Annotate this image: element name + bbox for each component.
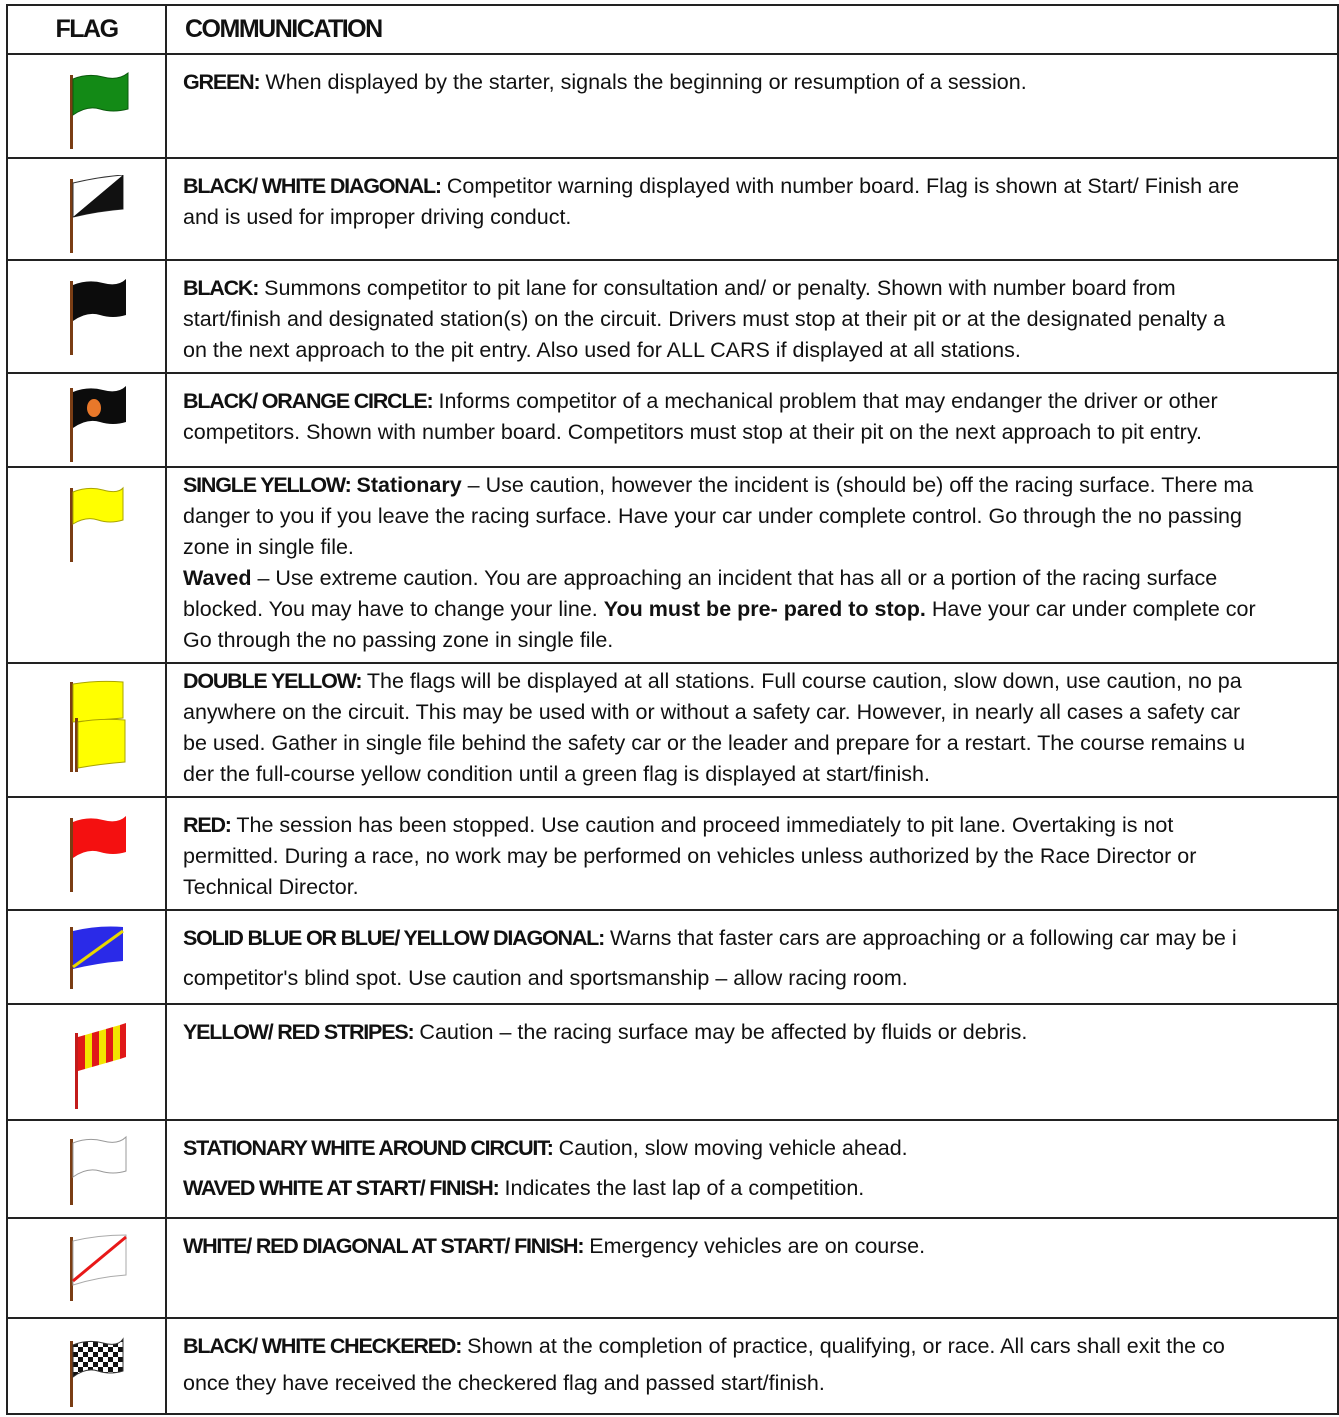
communication-cell: RED: The session has been stopped. Use caution and proceed immediately to pit lane. Overtaking is not permitted. During a race, no work may be performed on vehicles unless authorized by the Race Director or Technical Director. <box>166 797 1338 910</box>
communication-cell: BLACK/ WHITE DIAGONAL: Competitor warning displayed with number board. Flag is shown at Start/ Finish are and is used for improper driving conduct. <box>166 158 1338 260</box>
table-header-row <box>7 5 1338 54</box>
flag-cell <box>7 158 166 260</box>
flag-title: DOUBLE YELLOW: <box>183 669 362 693</box>
communication-column-header: COMMUNICATION <box>166 5 1338 54</box>
flag-cell <box>7 663 166 797</box>
flag-title: BLACK/ WHITE DIAGONAL: <box>183 174 441 198</box>
double-yellow-flag-icon <box>68 678 138 778</box>
black-flag-icon <box>68 277 138 357</box>
flag-title: SINGLE YELLOW: <box>183 473 351 497</box>
communication-cell: YELLOW/ RED STRIPES: Caution – the racing surface may be affected by fluids or debris. <box>166 1004 1338 1120</box>
communication-cell: WHITE/ RED DIAGONAL AT START/ FINISH: Emergency vehicles are on course. <box>166 1218 1338 1318</box>
flag-title: WAVED WHITE AT START/ FINISH: <box>183 1176 499 1200</box>
green-flag-icon <box>68 71 138 151</box>
flag-cell <box>7 1218 166 1318</box>
flag-title: GREEN: <box>183 70 260 94</box>
flag-title: BLACK/ WHITE CHECKERED: <box>183 1334 462 1358</box>
waved-label: Waved <box>183 566 252 590</box>
black-orange-circle-flag-icon <box>68 384 138 464</box>
flag-title: SOLID BLUE OR BLUE/ YELLOW DIAGONAL: <box>183 926 605 950</box>
flag-title: YELLOW/ RED STRIPES: <box>183 1020 414 1044</box>
table-row <box>7 373 1338 467</box>
blue-yellow-diagonal-flag-icon <box>68 923 138 1003</box>
white-red-diagonal-flag-icon <box>68 1233 138 1313</box>
flag-communication-table <box>6 4 1339 1415</box>
flag-cell <box>7 1120 166 1218</box>
yellow-red-stripes-flag-icon <box>68 1023 138 1113</box>
communication-cell: SOLID BLUE OR BLUE/ YELLOW DIAGONAL: Warns that faster cars are approaching or a following car may be i competitor's blind spot. Use caution and sportsmanship – allow racing room. <box>166 910 1338 1004</box>
flag-cell <box>7 54 166 158</box>
table-row <box>7 1218 1338 1318</box>
table-row <box>7 1120 1338 1218</box>
black-white-diagonal-flag-icon <box>68 175 138 255</box>
flag-title: RED: <box>183 813 231 837</box>
communication-cell: SINGLE YELLOW: Stationary – Use caution, however the incident is (should be) off the racing surface. There ma danger to you if you leave the racing surface. Have your car under complete control. Go through the no passing zone in single file. Waved – Use extreme caution. You are approaching an incident that has all or a portion of the racing surface blocked. You may have to change your line. You must be pre- pared to stop. Have your car under complete cor Go through the no passing zone in single file. <box>166 467 1338 663</box>
flag-title: WHITE/ RED DIAGONAL AT START/ FINISH: <box>183 1234 584 1258</box>
communication-cell: BLACK: Summons competitor to pit lane for consultation and/ or penalty. Shown with number board from start/finish and designated station(s) on the circuit. Drivers must stop at their pit or at the designated penalty a on the next approach to the pit entry. Also used for ALL CARS if displayed at all stations. <box>166 260 1338 373</box>
flag-cell <box>7 467 166 663</box>
flag-cell <box>7 1004 166 1120</box>
flag-title: BLACK/ ORANGE CIRCLE: <box>183 389 433 413</box>
communication-cell: DOUBLE YELLOW: The flags will be displayed at all stations. Full course caution, slow down, use caution, no pa anywhere on the circuit. This may be used with or without a safety car. However, in nearly all cases a safety car be used. Gather in single file behind the safety car or the leader and prepare for a restart. The course remains u der the full-course yellow condition until a green flag is displayed at start/finish. <box>166 663 1338 797</box>
table-row <box>7 54 1338 158</box>
single-yellow-flag-icon <box>68 484 138 564</box>
table-row <box>7 260 1338 373</box>
red-flag-icon <box>68 814 138 894</box>
table-row <box>7 1318 1338 1414</box>
flag-cell <box>7 260 166 373</box>
table-row <box>7 1004 1338 1120</box>
flag-cell <box>7 910 166 1004</box>
white-flag-icon <box>68 1133 138 1213</box>
flag-title: STATIONARY WHITE AROUND CIRCUIT: <box>183 1136 553 1160</box>
communication-cell: GREEN: When displayed by the starter, signals the beginning or resumption of a session. <box>166 54 1338 158</box>
table-row <box>7 663 1338 797</box>
table-row <box>7 158 1338 260</box>
checkered-flag-icon <box>68 1337 138 1417</box>
flag-table-sheet <box>6 4 1339 1415</box>
table-row <box>7 467 1338 663</box>
flag-cell <box>7 1318 166 1414</box>
communication-cell: STATIONARY WHITE AROUND CIRCUIT: Caution, slow moving vehicle ahead. WAVED WHITE AT START/ FINISH: Indicates the last lap of a competition. <box>166 1120 1338 1218</box>
table-row <box>7 910 1338 1004</box>
stationary-label: Stationary <box>356 473 462 497</box>
flag-cell <box>7 797 166 910</box>
communication-cell: BLACK/ ORANGE CIRCLE: Informs competitor of a mechanical problem that may endanger the driver or other competitors. Shown with number board. Competitors must stop at their pit on the next approach to pit entry. <box>166 373 1338 467</box>
flag-column-header: FLAG <box>7 5 166 54</box>
communication-cell: BLACK/ WHITE CHECKERED: Shown at the completion of practice, qualifying, or race. All cars shall exit the co once they have received the checkered flag and passed start/finish. <box>166 1318 1338 1414</box>
table-row <box>7 797 1338 910</box>
flag-title: BLACK: <box>183 276 259 300</box>
flag-cell <box>7 373 166 467</box>
